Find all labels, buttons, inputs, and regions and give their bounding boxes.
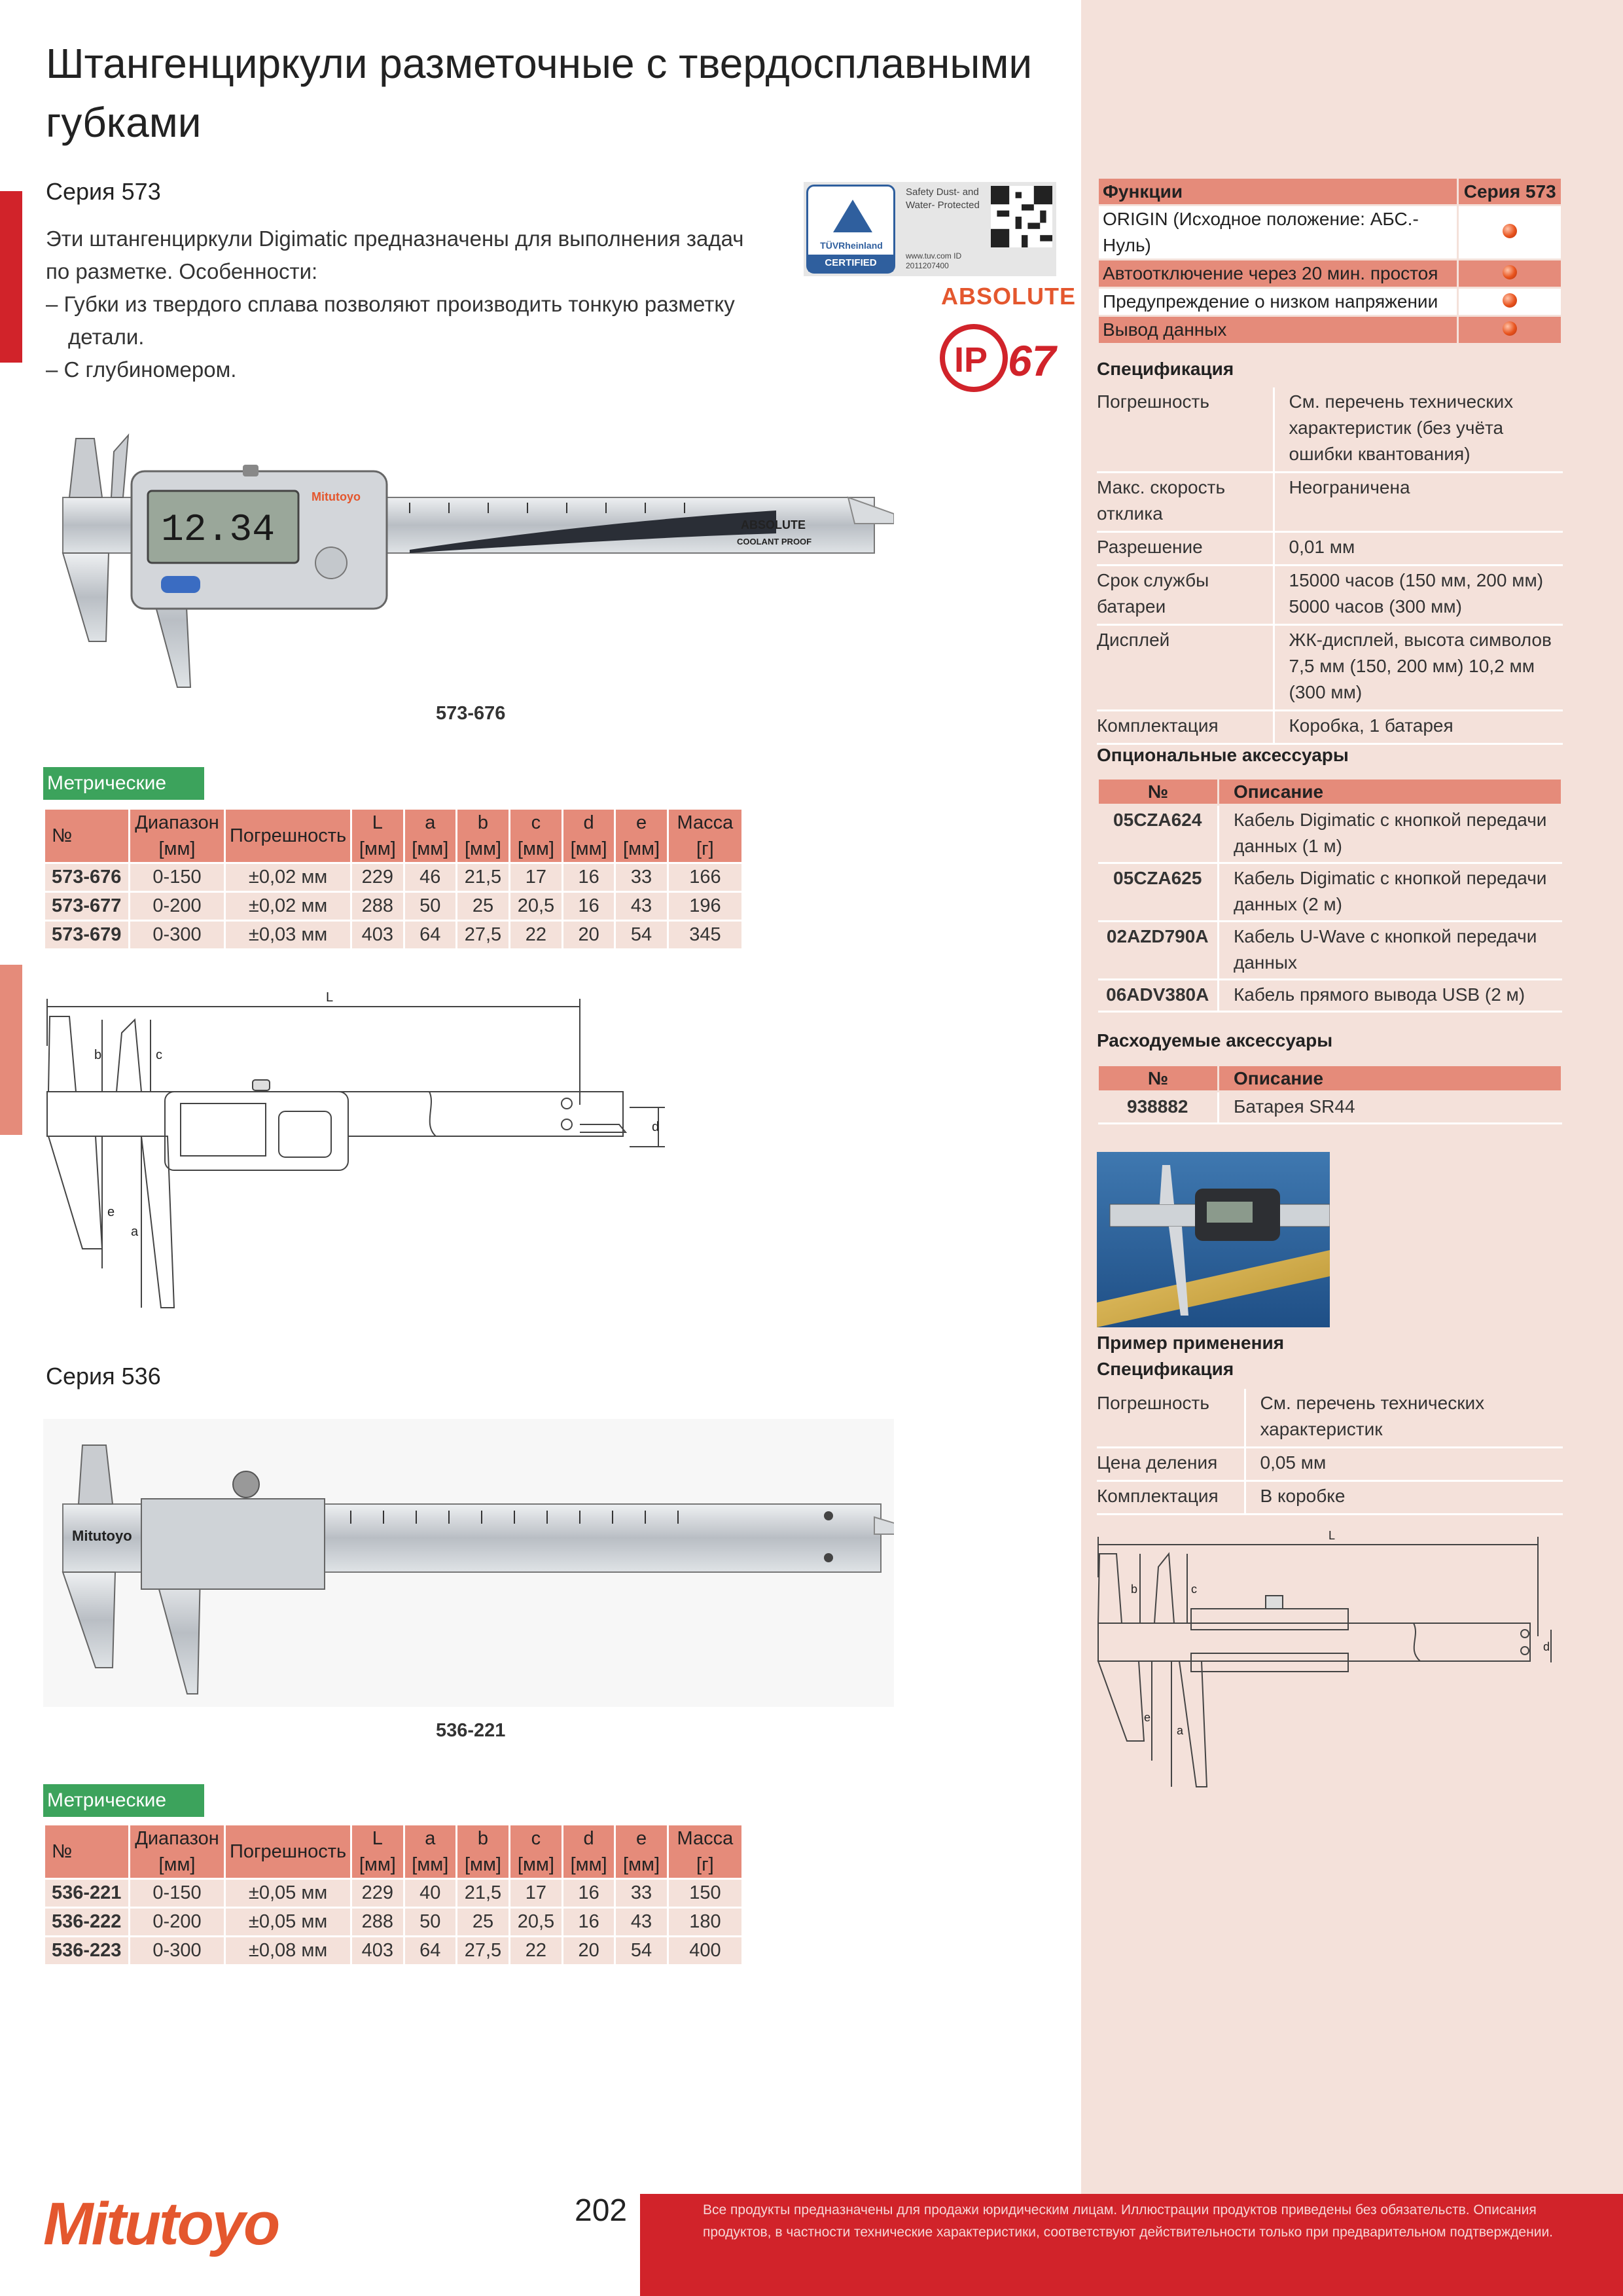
cell: 403 — [351, 921, 404, 950]
cell: 166 — [668, 863, 742, 892]
cell: 400 — [668, 1937, 742, 1965]
svg-text:ABSOLUTE: ABSOLUTE — [741, 518, 806, 531]
page-number: 202 — [575, 2193, 628, 2228]
cell: ±0,02 мм — [225, 892, 351, 921]
feature-check — [1458, 206, 1562, 260]
acc-header-description: Описание — [1219, 779, 1562, 805]
acc-row — [1098, 922, 1562, 980]
tuv-name: TÜVRheinland — [820, 240, 883, 251]
col-header — [404, 1825, 456, 1879]
dimension-diagram-573 — [43, 987, 671, 1321]
series-536-table — [43, 1823, 743, 1966]
tuv-certificate — [804, 182, 1056, 276]
acc-number: 02AZD790A — [1098, 922, 1219, 980]
col-header-name: Масса — [677, 812, 734, 833]
col-header-unit: [мм] — [517, 1854, 554, 1875]
cell-part-number: 536-221 — [45, 1879, 130, 1908]
svg-text:Mitutoyo: Mitutoyo — [312, 490, 361, 503]
photo-caption-573-676: 573-676 — [436, 703, 506, 724]
col-header-unit: [мм] — [158, 838, 196, 859]
dim-label-d: d — [652, 1120, 660, 1134]
application-spec-heading: Спецификация — [1097, 1359, 1234, 1379]
col-header-unit: [мм] — [464, 838, 501, 859]
features-header-function: Функции — [1098, 178, 1458, 206]
dim-label-a: a — [131, 1225, 139, 1239]
feature-check — [1458, 288, 1562, 316]
acc-description: Кабель U-Wave с кнопкой передачи данных — [1219, 922, 1562, 980]
col-header — [351, 1825, 404, 1879]
col-header-name: c — [531, 1828, 541, 1849]
col-header-name: Масса — [677, 1828, 734, 1849]
intro-bullet: – С глубиномером. — [46, 357, 237, 382]
cell: 54 — [615, 1937, 668, 1965]
col-header-name: a — [425, 812, 436, 833]
acc-header-description: Описание — [1219, 1066, 1562, 1092]
optional-accessories-table — [1097, 778, 1563, 1013]
dim-label-b: b — [94, 1048, 102, 1062]
absolute-logo: ABSOLUTE — [941, 283, 1076, 310]
col-header-unit: [г] — [696, 838, 714, 859]
cell: 21,5 — [456, 863, 509, 892]
mitutoyo-logo: Mitutoyo — [43, 2191, 279, 2257]
acc-header-number: № — [1098, 779, 1219, 805]
col-header — [562, 809, 615, 863]
cell: 229 — [351, 863, 404, 892]
cell: ±0,02 мм — [225, 863, 351, 892]
intro-text: Эти штангенциркули Digimatic предназначены для выполнения задач по разметке. Особенности: — [46, 226, 744, 283]
cell: 43 — [615, 1908, 668, 1937]
col-header — [509, 1825, 562, 1879]
spec-key: Погрешность — [1097, 1389, 1245, 1448]
table-row — [45, 1879, 743, 1908]
col-header-name: Диапазон — [135, 1828, 219, 1849]
series-573-table — [43, 808, 743, 950]
acc-number: 05CZA624 — [1098, 805, 1219, 863]
spec-table — [1097, 387, 1563, 745]
col-header — [351, 809, 404, 863]
table-row — [45, 1937, 743, 1965]
spec-row — [1097, 565, 1563, 625]
col-header — [668, 1825, 742, 1879]
col-header-unit: [мм] — [412, 1854, 449, 1875]
col-header-name: Погрешность — [230, 1841, 347, 1862]
col-header-unit: [мм] — [359, 838, 396, 859]
col-header — [45, 1825, 130, 1879]
svg-text:Mitutoyo: Mitutoyo — [72, 1528, 132, 1544]
cell: 196 — [668, 892, 742, 921]
col-header — [615, 1825, 668, 1879]
feature-check — [1458, 260, 1562, 288]
features-table — [1097, 177, 1563, 345]
col-header-name: e — [635, 812, 647, 833]
feature-row — [1098, 206, 1562, 260]
acc-header-number: № — [1098, 1066, 1219, 1092]
spec-key: Цена деления — [1097, 1448, 1245, 1481]
feature-label: Автоотключение через 20 мин. простоя — [1098, 260, 1458, 288]
col-header-name: d — [583, 812, 594, 833]
dim-label-e: e — [107, 1205, 115, 1219]
acc-description: Кабель Digimatic с кнопкой передачи данных (1 м) — [1219, 805, 1562, 863]
spec-row — [1097, 1448, 1563, 1481]
cell: 50 — [404, 1908, 456, 1937]
spec-value: ЖК-дисплей, высота символов 7,5 мм (150, 200 мм) 10,2 мм (300 мм) — [1274, 625, 1563, 711]
cell: 22 — [509, 1937, 562, 1965]
svg-text:IP: IP — [954, 340, 988, 380]
cell: 40 — [404, 1879, 456, 1908]
application-caption: Пример применения — [1097, 1333, 1285, 1353]
cell: 17 — [509, 863, 562, 892]
spec-key: Погрешность — [1097, 387, 1274, 473]
spec-value: См. перечень технических характеристик (без учёта ошибки квантования) — [1274, 387, 1563, 473]
col-header-unit: [мм] — [623, 838, 660, 859]
table-row — [45, 1908, 743, 1937]
cert-url: www.tuv.com ID 2011207400 — [906, 251, 962, 270]
col-header-unit: [г] — [696, 1854, 714, 1875]
dim-label-a: a — [1177, 1724, 1184, 1737]
cell-part-number: 573-679 — [45, 921, 130, 950]
spec-value: В коробке — [1245, 1481, 1563, 1515]
feature-label: Вывод данных — [1098, 316, 1458, 344]
feature-row — [1098, 288, 1562, 316]
cell: 288 — [351, 1908, 404, 1937]
spec-key: Разрешение — [1097, 532, 1274, 565]
spec-value: 0,05 мм — [1245, 1448, 1563, 1481]
acc-description: Кабель прямого вывода USB (2 м) — [1219, 980, 1562, 1012]
col-header-name: L — [372, 1828, 383, 1849]
cell: 345 — [668, 921, 742, 950]
spec-key: Срок службы батареи — [1097, 565, 1274, 625]
cell: 229 — [351, 1879, 404, 1908]
col-header-unit: [мм] — [158, 1854, 196, 1875]
svg-text:67: 67 — [1008, 336, 1056, 385]
cell: 403 — [351, 1937, 404, 1965]
spec-key: Дисплей — [1097, 625, 1274, 711]
col-header-unit: [мм] — [570, 1854, 607, 1875]
metric-tag-573: Метрические — [43, 767, 204, 800]
cell: 0-150 — [130, 1879, 225, 1908]
cell: 0-300 — [130, 1937, 225, 1965]
caliper-display-reading: 12.34 — [161, 509, 276, 552]
col-header-unit: [мм] — [623, 1854, 660, 1875]
feature-row — [1098, 316, 1562, 344]
acc-row — [1098, 980, 1562, 1012]
features-header-row — [1098, 178, 1562, 206]
col-header-unit: [мм] — [517, 838, 554, 859]
cell-part-number: 573-677 — [45, 892, 130, 921]
series-573-intro — [46, 223, 766, 386]
dim-label-d: d — [1543, 1640, 1550, 1653]
col-header — [562, 1825, 615, 1879]
photo-caption-536-221: 536-221 — [436, 1720, 506, 1741]
col-header — [668, 809, 742, 863]
col-header-name: b — [477, 812, 489, 833]
cell-part-number: 536-222 — [45, 1908, 130, 1937]
col-header-name: Погрешность — [230, 825, 347, 846]
col-header — [456, 809, 509, 863]
col-header-name: № — [52, 1841, 73, 1862]
cell: 25 — [456, 1908, 509, 1937]
consumables-table — [1097, 1064, 1563, 1124]
acc-row — [1098, 863, 1562, 922]
cell: 180 — [668, 1908, 742, 1937]
spec-value: 0,01 мм — [1274, 532, 1563, 565]
cell: 16 — [562, 892, 615, 921]
feature-label: ORIGIN (Исходное положение: АБС.-Нуль) — [1098, 206, 1458, 260]
feature-check — [1458, 316, 1562, 344]
optional-accessories-heading: Опциональные аксессуары — [1097, 745, 1349, 765]
tuv-triangle-icon — [833, 200, 872, 232]
cell: ±0,05 мм — [225, 1879, 351, 1908]
col-header — [130, 1825, 225, 1879]
svg-text:COOLANT PROOF: COOLANT PROOF — [737, 537, 812, 547]
spec-row — [1097, 1389, 1563, 1448]
col-header — [225, 809, 351, 863]
table-header-row — [45, 809, 743, 863]
cell-part-number: 536-223 — [45, 1937, 130, 1965]
col-header-name: L — [372, 812, 383, 833]
col-header-unit: [мм] — [464, 1854, 501, 1875]
cell: ±0,05 мм — [225, 1908, 351, 1937]
dim-label-L: L — [326, 990, 334, 1005]
series-536-heading: Серия 536 — [46, 1363, 161, 1390]
acc-number: 06ADV380A — [1098, 980, 1219, 1012]
cell: 43 — [615, 892, 668, 921]
col-header — [130, 809, 225, 863]
cell: 150 — [668, 1879, 742, 1908]
spec-row — [1097, 1481, 1563, 1515]
col-header-unit: [мм] — [359, 1854, 396, 1875]
cell: 20 — [562, 921, 615, 950]
dim-label-b: b — [1131, 1583, 1138, 1596]
cell: 27,5 — [456, 1937, 509, 1965]
section-marker-salmon — [0, 965, 22, 1135]
spec-row — [1097, 711, 1563, 744]
cell: 20,5 — [509, 1908, 562, 1937]
cell: 64 — [404, 921, 456, 950]
application-spec-table — [1097, 1389, 1563, 1515]
acc-header-row — [1098, 779, 1562, 805]
spec-row — [1097, 473, 1563, 532]
cell: 33 — [615, 1879, 668, 1908]
cell: 46 — [404, 863, 456, 892]
caliper-573-676-image — [43, 425, 894, 700]
section-marker-red — [0, 191, 22, 363]
cell: 16 — [562, 1908, 615, 1937]
acc-row — [1098, 805, 1562, 863]
cell: 21,5 — [456, 1879, 509, 1908]
cell: 64 — [404, 1937, 456, 1965]
col-header — [509, 809, 562, 863]
qr-code-icon — [991, 186, 1052, 247]
cell: 0-150 — [130, 863, 225, 892]
cell: 20,5 — [509, 892, 562, 921]
cell: 54 — [615, 921, 668, 950]
tuv-logo — [806, 185, 895, 274]
col-header-name: e — [635, 1828, 647, 1849]
col-header — [45, 809, 130, 863]
cell: 25 — [456, 892, 509, 921]
acc-description: Кабель Digimatic с кнопкой передачи данных (2 м) — [1219, 863, 1562, 922]
col-header — [456, 1825, 509, 1879]
spec-row — [1097, 532, 1563, 565]
feature-label: Предупреждение о низком напряжении — [1098, 288, 1458, 316]
series-573-heading: Серия 573 — [46, 178, 161, 205]
spec-value: См. перечень технических характеристик — [1245, 1389, 1563, 1448]
footer-disclaimer: Все продукты предназначены для продажи юридическим лицам. Иллюстрации продуктов приведены без обязательств. Описания продуктов, в частности технические характеристики, соответствуют действительности только при предварительном подтверждении. — [703, 2202, 1554, 2240]
cell: ±0,08 мм — [225, 1937, 351, 1965]
features-header-series: Серия 573 — [1458, 178, 1562, 206]
spec-key: Комплектация — [1097, 711, 1274, 744]
dim-label-L: L — [1329, 1529, 1336, 1542]
table-row — [45, 921, 743, 950]
check-dot-icon — [1503, 265, 1517, 279]
check-dot-icon — [1503, 224, 1517, 238]
check-dot-icon — [1503, 293, 1517, 308]
metric-tag-536: Метрические — [43, 1784, 204, 1817]
cell: 0-200 — [130, 1908, 225, 1937]
check-dot-icon — [1503, 321, 1517, 336]
spec-key: Комплектация — [1097, 1481, 1245, 1515]
col-header-name: № — [52, 825, 73, 846]
table-row — [45, 892, 743, 921]
cell: ±0,03 мм — [225, 921, 351, 950]
col-header-name: b — [477, 1828, 489, 1849]
spec-value: Неограничена — [1274, 473, 1563, 532]
acc-row — [1098, 1092, 1562, 1124]
cell: 16 — [562, 1879, 615, 1908]
col-header — [615, 809, 668, 863]
dimension-diagram-536 — [1093, 1525, 1564, 1800]
col-header-name: Диапазон — [135, 812, 219, 833]
cell: 16 — [562, 863, 615, 892]
consumables-heading: Расходуемые аксессуары — [1097, 1030, 1333, 1050]
col-header-unit: [мм] — [412, 838, 449, 859]
page-title: Штангенциркули разметочные с твердосплавными губками — [46, 40, 1033, 146]
cell: 17 — [509, 1879, 562, 1908]
intro-bullet: – Губки из твердого сплава позволяют производить тонкую разметку детали. — [46, 292, 735, 349]
table-header-row — [45, 1825, 743, 1879]
cell: 33 — [615, 863, 668, 892]
cell-part-number: 573-676 — [45, 863, 130, 892]
cell: 20 — [562, 1937, 615, 1965]
spec-row — [1097, 625, 1563, 711]
acc-number: 938882 — [1098, 1092, 1219, 1124]
spec-key: Макс. скорость отклика — [1097, 473, 1274, 532]
application-example-photo — [1097, 1152, 1330, 1327]
acc-header-row — [1098, 1066, 1562, 1092]
feature-row — [1098, 260, 1562, 288]
dim-label-c: c — [156, 1048, 162, 1062]
col-header — [225, 1825, 351, 1879]
cell: 27,5 — [456, 921, 509, 950]
spec-value: Коробка, 1 батарея — [1274, 711, 1563, 744]
caliper-536-221-image — [43, 1419, 894, 1707]
spec-value: 15000 часов (150 мм, 200 мм) 5000 часов (300 мм) — [1274, 565, 1563, 625]
table-row — [45, 863, 743, 892]
acc-description: Батарея SR44 — [1219, 1092, 1562, 1124]
col-header-unit: [мм] — [570, 838, 607, 859]
tuv-certified-label: CERTIFIED — [808, 255, 893, 272]
dim-label-c: c — [1191, 1583, 1197, 1596]
acc-number: 05CZA625 — [1098, 863, 1219, 922]
spec-heading: Спецификация — [1097, 359, 1234, 379]
cell: 288 — [351, 892, 404, 921]
col-header-name: c — [531, 812, 541, 833]
cell: 0-300 — [130, 921, 225, 950]
spec-row — [1097, 387, 1563, 473]
cell: 22 — [509, 921, 562, 950]
col-header-name: a — [425, 1828, 436, 1849]
dim-label-e: e — [1144, 1711, 1151, 1724]
cert-safety-text: Safety Dust- and Water- Protected — [906, 187, 980, 211]
ip67-logo — [940, 322, 1058, 394]
cell: 0-200 — [130, 892, 225, 921]
cell: 50 — [404, 892, 456, 921]
col-header — [404, 809, 456, 863]
col-header-name: d — [583, 1828, 594, 1849]
